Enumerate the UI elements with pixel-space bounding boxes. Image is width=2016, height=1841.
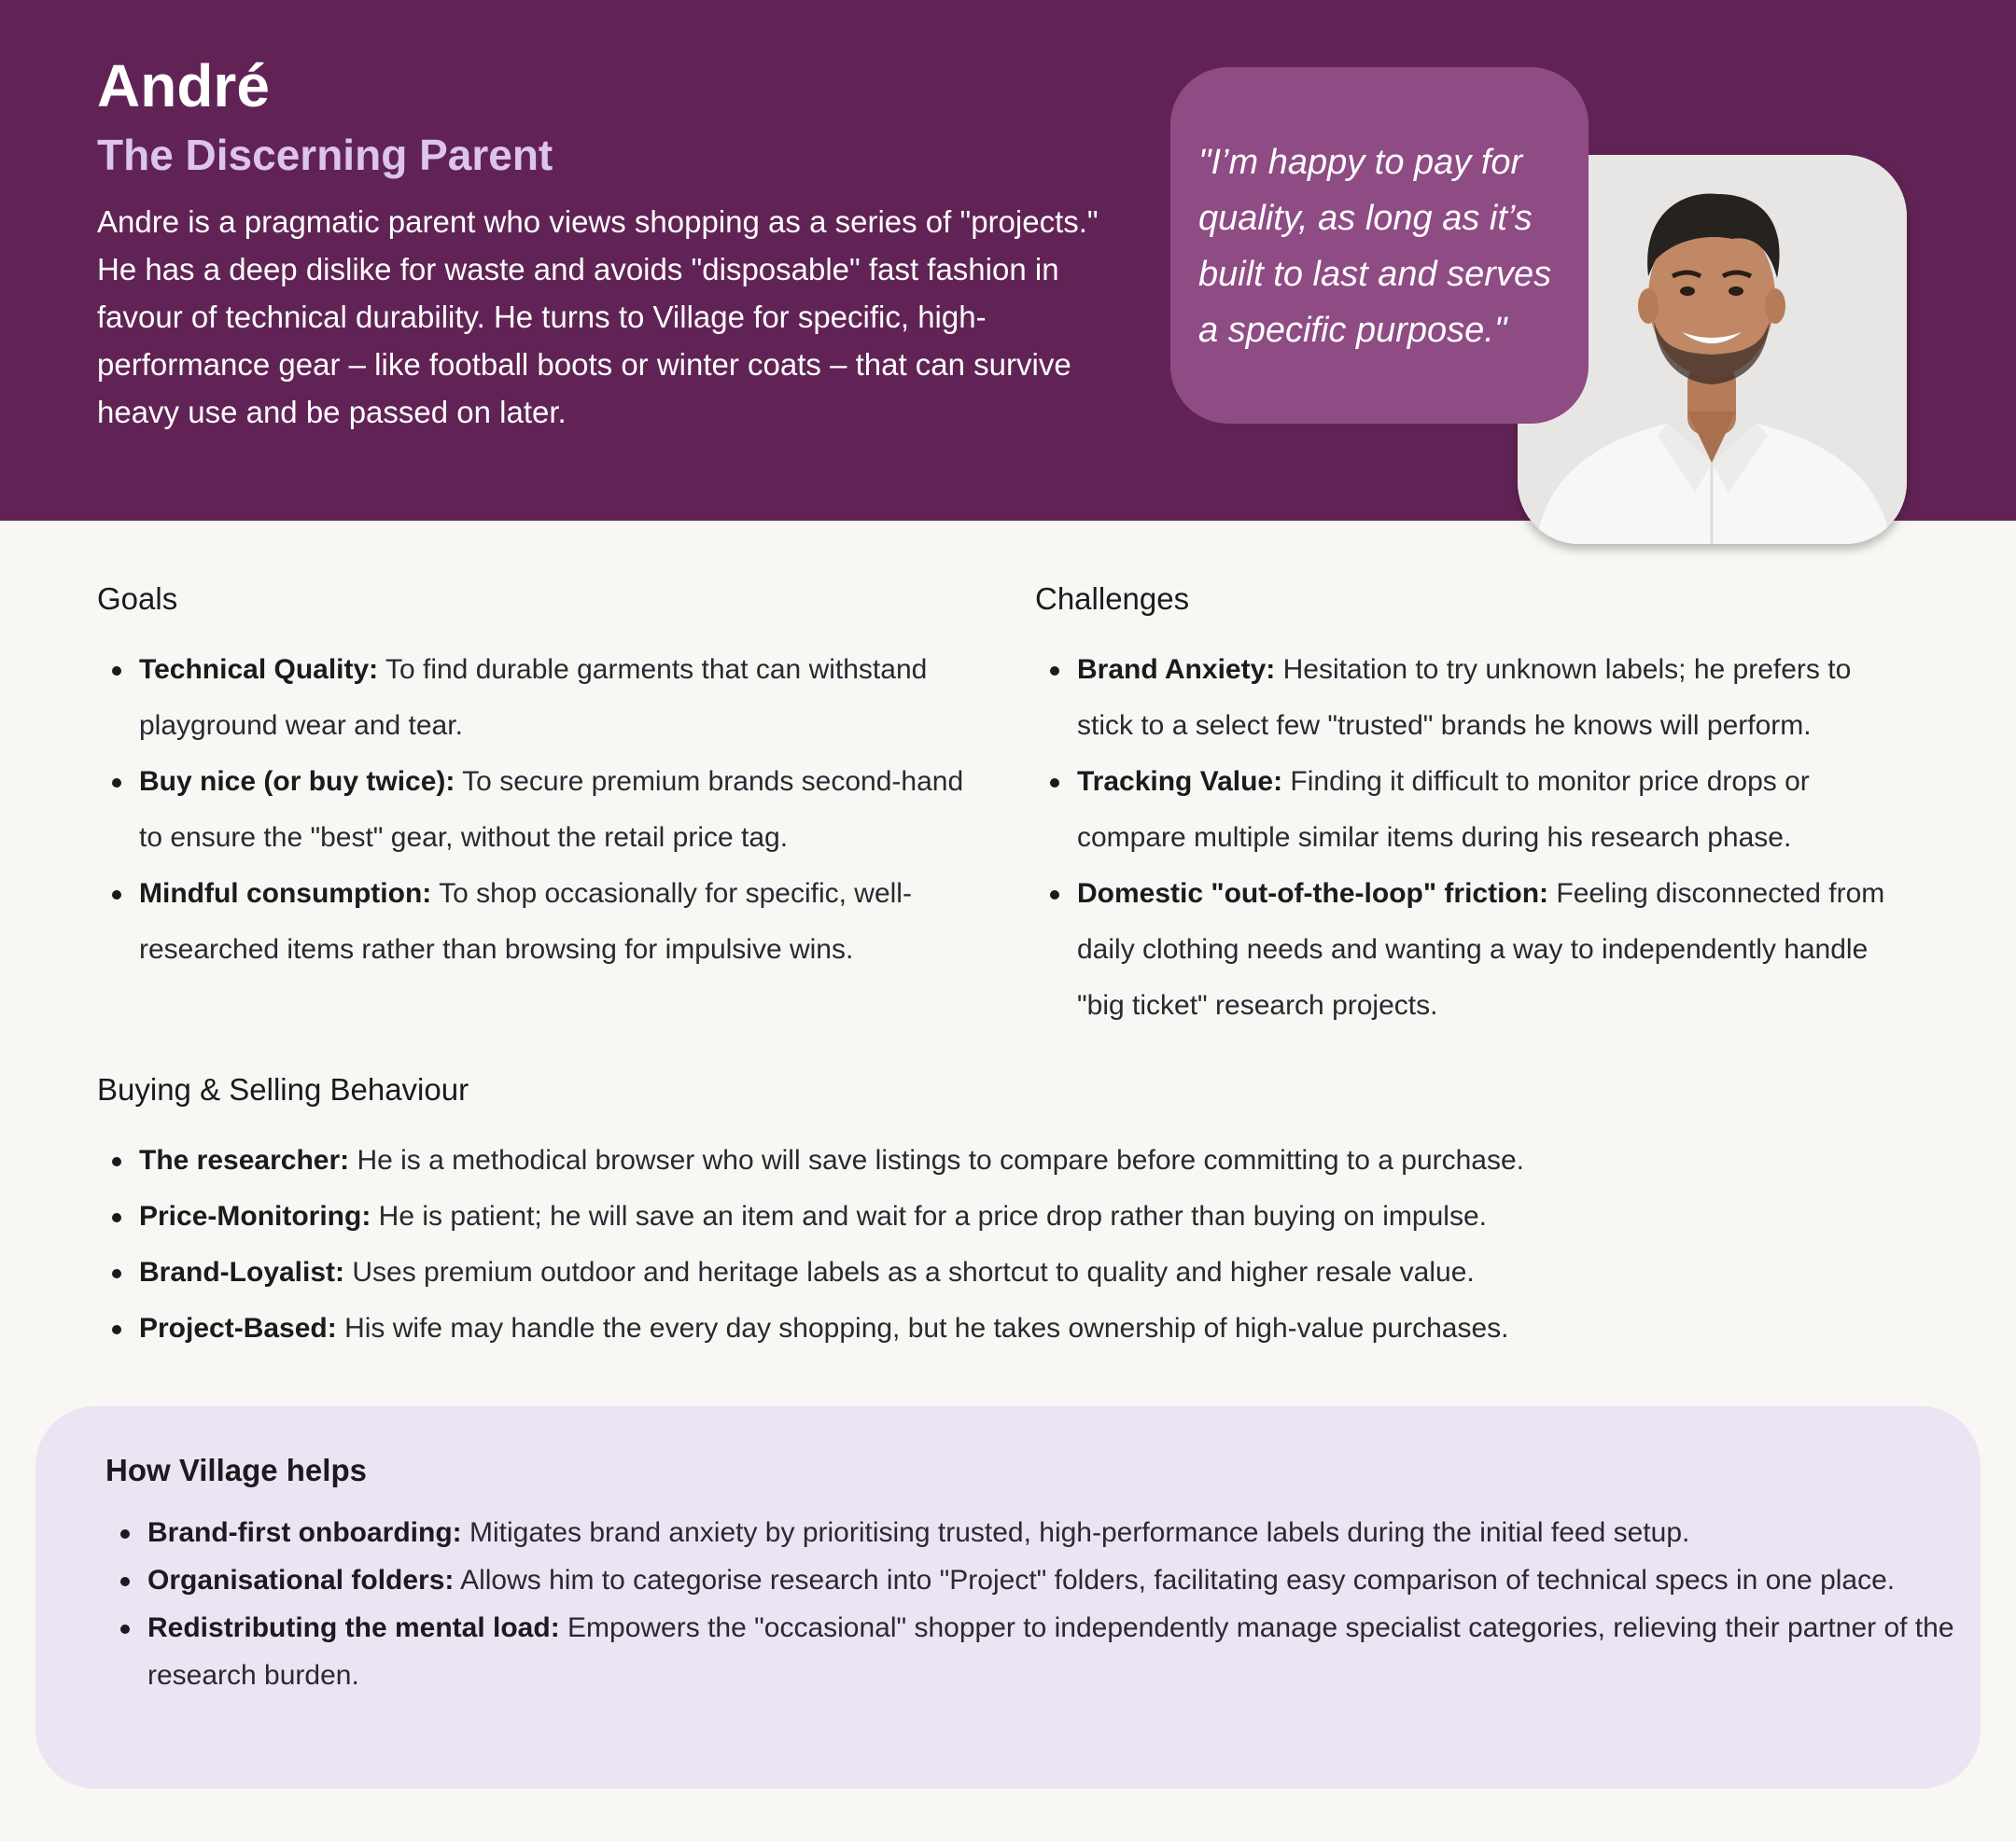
helps-list — [105, 1509, 1963, 1699]
challenge-text: Feeling disconnected from daily clothing needs and wanting a way to independently handle "big ticket" research projects. — [1077, 878, 1885, 1021]
helps-label: Redistributing the mental load: — [147, 1612, 560, 1643]
challenges-heading: Challenges — [1035, 581, 1190, 616]
behaviour-label: Price-Monitoring: — [139, 1201, 371, 1232]
behaviour-label: Project-Based: — [139, 1313, 337, 1344]
challenge-item — [1035, 754, 1903, 866]
behaviour-item — [97, 1245, 1945, 1301]
behaviour-text: Uses premium outdoor and heritage labels as a shortcut to quality and higher resale value. — [344, 1257, 1475, 1288]
helps-item — [105, 1556, 1963, 1604]
helps-item — [105, 1509, 1963, 1556]
helps-item — [105, 1604, 1963, 1699]
helps-text: Allows him to categorise research into "Project" folders, facilitating easy comparison of technical specs in one place. — [454, 1565, 1896, 1596]
persona-name: André — [97, 52, 270, 119]
goal-text: To shop occasionally for specific, well-researched items rather than browsing for impulsive wins. — [139, 878, 912, 965]
behaviour-label: The researcher: — [139, 1145, 350, 1176]
challenge-label: Domestic "out-of-the-loop" friction: — [1077, 878, 1549, 909]
how-village-helps-panel — [35, 1406, 1981, 1789]
goal-item — [97, 866, 974, 978]
challenges-list — [1035, 642, 1903, 1034]
helps-text: Mitigates brand anxiety by prioritising trusted, high-performance labels during the initial feed setup. — [461, 1517, 1690, 1548]
goal-label: Mindful consumption: — [139, 878, 432, 909]
goal-item — [97, 754, 974, 866]
behaviour-heading: Buying & Selling Behaviour — [97, 1072, 469, 1107]
challenge-item — [1035, 642, 1903, 754]
persona-bio: Andre is a pragmatic parent who views shopping as a series of "projects." He has a deep dislike for waste and avoids "disposable" fast fashion in favour of technical durability. He turns to Village for specific, high-performance gear – like football boots or winter coats – that can survive heavy use and be passed on later. — [97, 204, 1099, 429]
goal-label: Buy nice (or buy twice): — [139, 766, 455, 797]
helps-text: Empowers the "occasional" shopper to independently manage specialist categories, relieving their partner of the research burden. — [147, 1612, 1954, 1691]
persona-quote: "I’m happy to pay for quality, as long as it’s built to last and serves a specific purpose." — [1198, 143, 1552, 350]
goal-text: To find durable garments that can withstand playground wear and tear. — [139, 654, 928, 741]
behaviour-label: Brand-Loyalist: — [139, 1257, 345, 1288]
behaviour-item — [97, 1301, 1945, 1357]
persona-header — [0, 0, 2016, 521]
quote-bubble — [1170, 67, 1589, 424]
behaviour-text: He is a methodical browser who will save listings to compare before committing to a purchase. — [349, 1145, 1525, 1176]
behaviour-list — [97, 1133, 1945, 1357]
challenge-label: Brand Anxiety: — [1077, 654, 1276, 685]
challenge-text: Hesitation to try unknown labels; he prefers to stick to a select few "trusted" brands he knows will perform. — [1077, 654, 1852, 741]
behaviour-text: He is patient; he will save an item and wait for a price drop rather than buying on impulse. — [371, 1201, 1487, 1232]
goal-text: To secure premium brands second-hand to ensure the "best" gear, without the retail price tag. — [139, 766, 964, 853]
goals-heading: Goals — [97, 581, 178, 616]
challenge-item — [1035, 866, 1903, 1034]
goal-label: Technical Quality: — [139, 654, 379, 685]
helps-label: Organisational folders: — [147, 1565, 455, 1596]
helps-heading: How Village helps — [105, 1453, 367, 1487]
helps-label: Brand-first onboarding: — [147, 1517, 462, 1548]
behaviour-item — [97, 1133, 1945, 1189]
persona-title: The Discerning Parent — [97, 131, 553, 179]
challenge-label: Tracking Value: — [1077, 766, 1283, 797]
challenge-text: Finding it difficult to monitor price drops or compare multiple similar items during his research phase. — [1077, 766, 1810, 853]
behaviour-text: His wife may handle the every day shopping, but he takes ownership of high-value purchases. — [336, 1313, 1509, 1344]
behaviour-item — [97, 1189, 1945, 1245]
goals-list — [97, 642, 974, 978]
goal-item — [97, 642, 974, 754]
